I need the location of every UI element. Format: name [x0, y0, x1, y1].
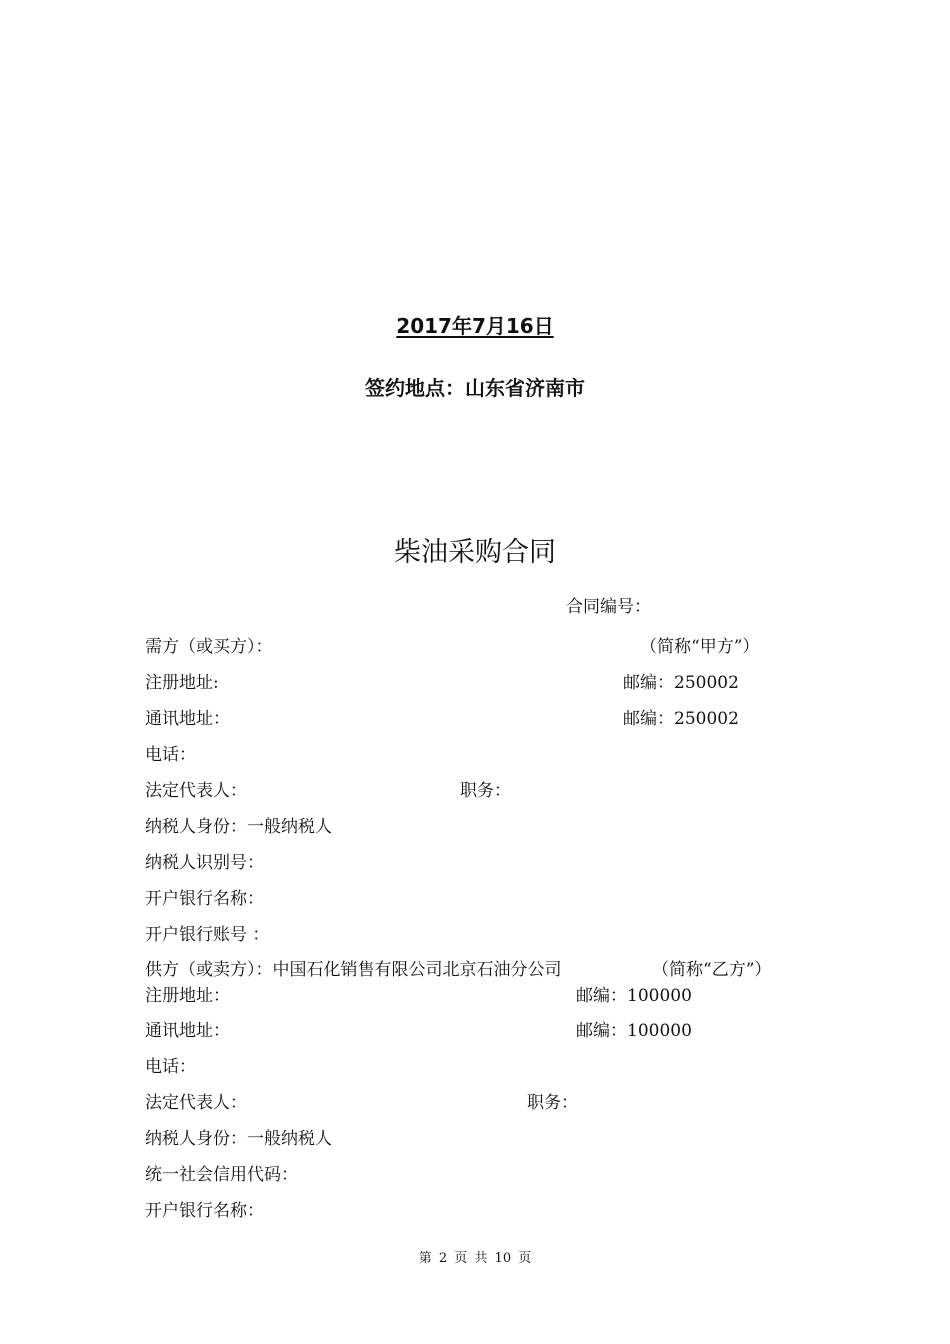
buyer-mail-address-label: 通讯地址： [145, 709, 230, 729]
buyer-reg-address-label: 注册地址: [145, 673, 219, 693]
buyer-taxpayer-status: 纳税人身份：一般纳税人 [145, 817, 332, 837]
seller-mail-address-label: 通讯地址： [145, 1021, 230, 1041]
buyer-position-label: 职务： [460, 781, 511, 801]
buyer-reg-postcode: 邮编：250002 [623, 673, 739, 693]
seller-position-label: 职务： [527, 1093, 578, 1113]
buyer-short-name: （简称“甲方”） [640, 637, 760, 657]
buyer-mail-postcode: 邮编：250002 [623, 709, 739, 729]
seller-reg-address-label: 注册地址： [145, 986, 230, 1006]
buyer-taxpayer-id-label: 纳税人识别号： [145, 853, 264, 873]
page-footer: 第 2 页 共 10 页 [418, 1251, 532, 1266]
seller-short-name: （简称“乙方”） [652, 960, 772, 980]
seller-taxpayer-status: 纳税人身份：一般纳税人 [145, 1129, 332, 1149]
contract-number-label: 合同编号： [566, 597, 651, 617]
seller-credit-code-label: 统一社会信用代码： [145, 1165, 298, 1185]
seller-name-line: 供方（或卖方）：中国石化销售有限公司北京石油分公司 [145, 960, 562, 980]
buyer-name-label: 需方（或买方）： [145, 637, 273, 657]
buyer-bank-name-label: 开户银行名称： [145, 889, 264, 909]
seller-legal-rep-label: 法定代表人： [145, 1093, 247, 1113]
buyer-bank-account-label: 开户银行账号 ： [145, 925, 270, 945]
seller-reg-postcode: 邮编：100000 [576, 986, 692, 1006]
buyer-legal-rep-label: 法定代表人： [145, 781, 247, 801]
buyer-phone-label: 电话： [145, 745, 196, 765]
contract-title: 柴油采购合同 [394, 537, 556, 568]
seller-bank-name-label: 开户银行名称： [145, 1201, 264, 1221]
signing-place: 签约地点：山东省济南市 [365, 376, 585, 400]
signing-date: 2017年7月16日 [396, 314, 554, 338]
seller-phone-label: 电话： [145, 1057, 196, 1077]
seller-mail-postcode: 邮编：100000 [576, 1021, 692, 1041]
